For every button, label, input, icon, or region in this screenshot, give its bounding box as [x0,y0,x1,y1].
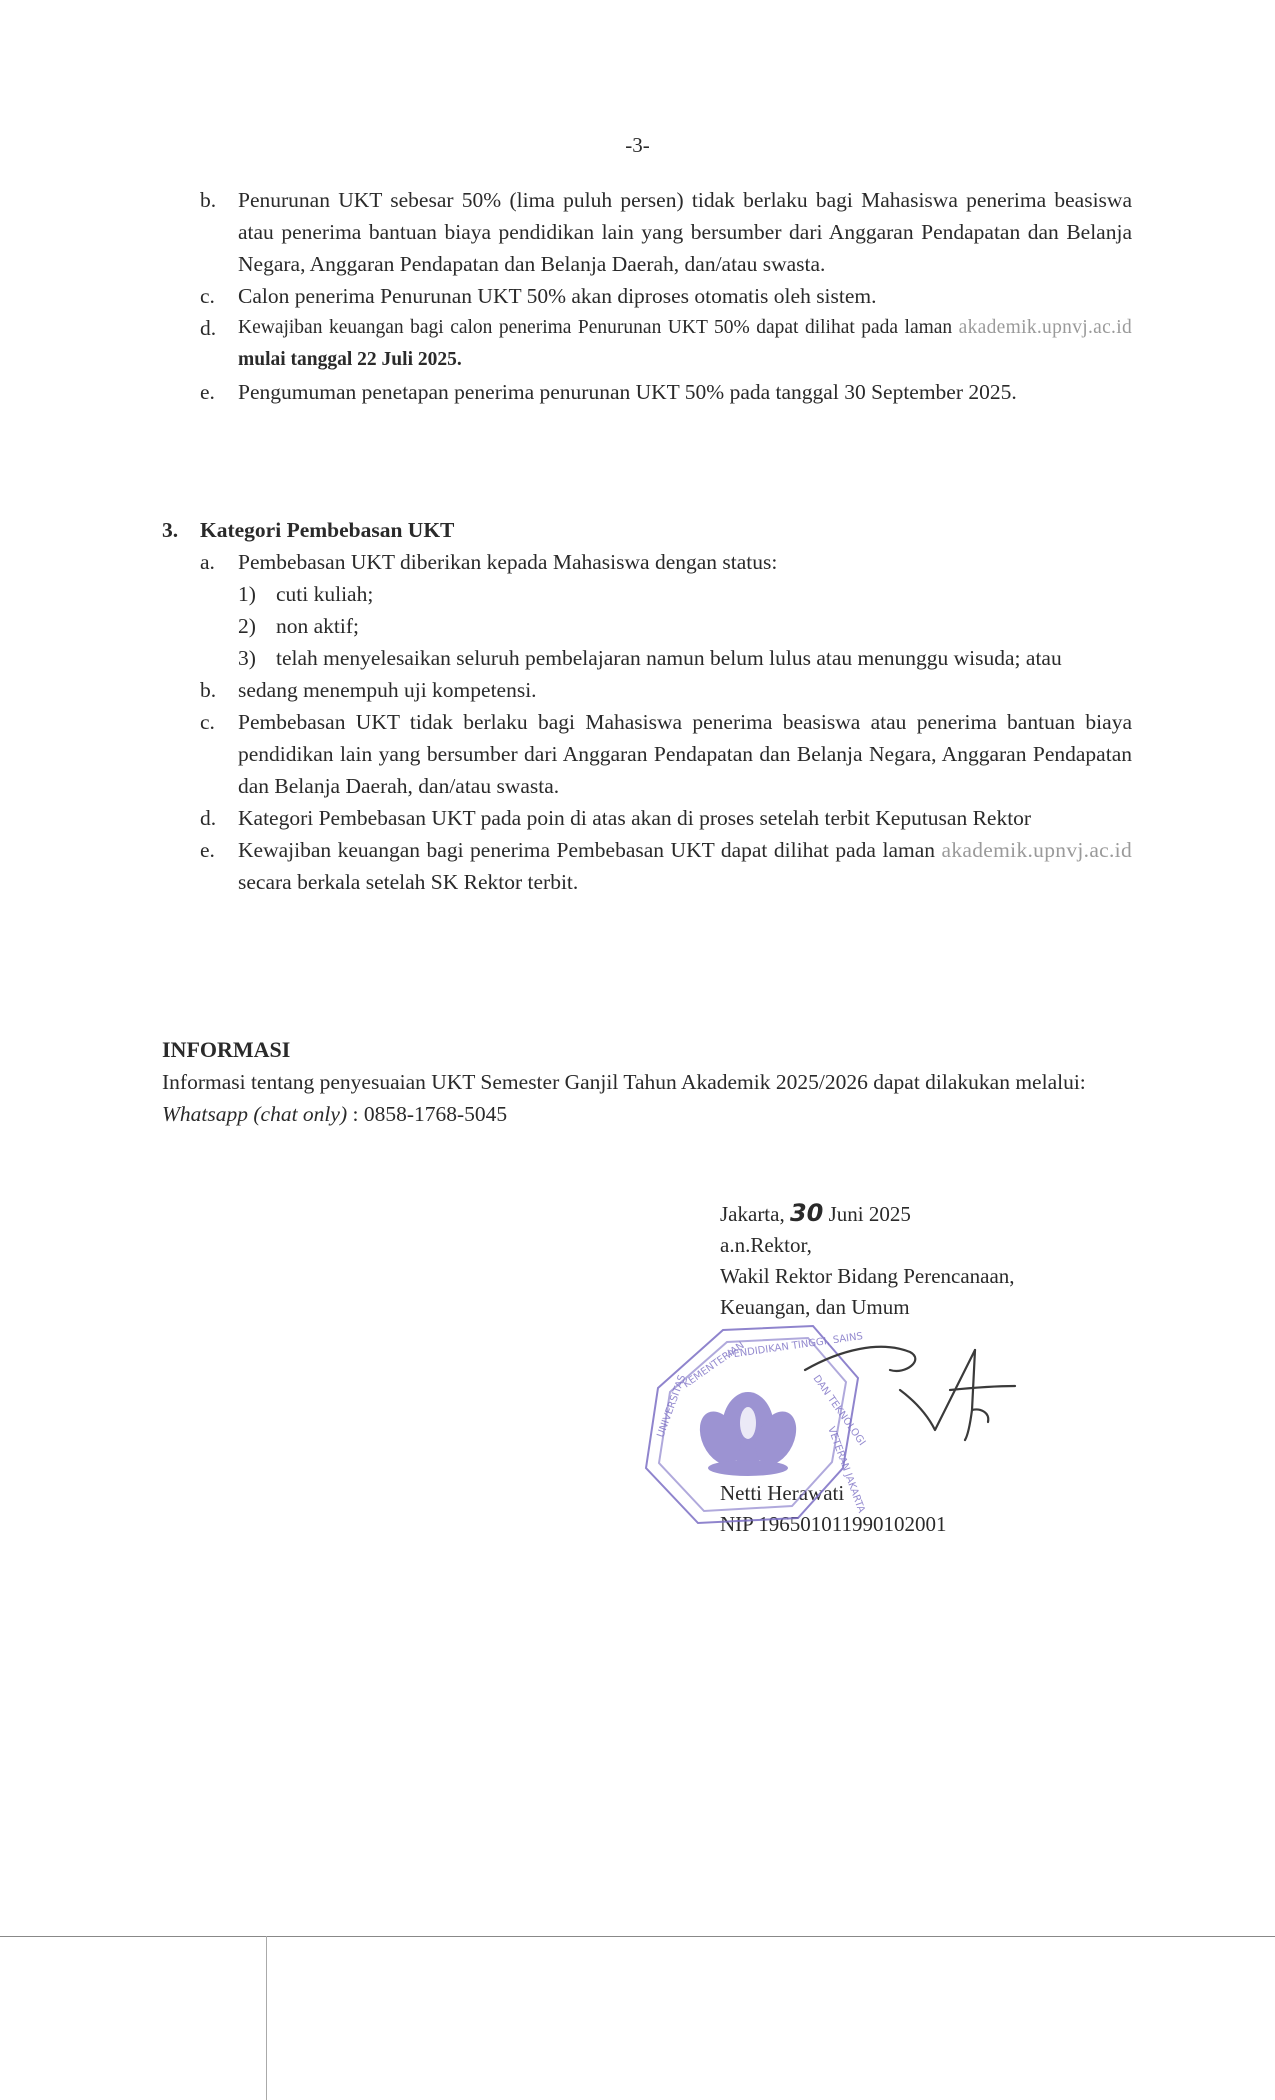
sublist-item-3: 3) telah menyelesaikan seluruh pembelajaran namun belum lulus atau menunggu wisuda; atau [238,646,1062,670]
list-item-d: d. Kewajiban keuangan bagi calon penerima Penurunan UKT 50% dapat dilihat pada laman akademik.upnvj.ac.id mulai tanggal 22 Juli 2025. [200,316,1132,370]
contact-line: Whatsapp (chat only) : 0858-1768-5045 [162,1102,508,1126]
contact-label: Whatsapp (chat only) [162,1102,348,1126]
akademik-link[interactable]: akademik.upnvj.ac.id [941,838,1132,862]
signatory-name: Netti Herawati [720,1481,845,1505]
informasi-text: Informasi tentang penyesuaian UKT Semester Ganjil Tahun Akademik 2025/2026 dapat dilakukan melalui: [162,1070,1086,1094]
list-item-c: c. Pembebasan UKT tidak berlaku bagi Mahasiswa penerima beasiswa atau penerima bantuan biaya pendidikan lain yang bersumber dari Anggaran Pendapatan dan Belanja Negara, Anggaran Pendapatan dan Belanja Daerah, dan/atau swasta. [200,710,1132,798]
svg-text:KEMENTERIAN: KEMENTERIAN [681,1340,747,1391]
section-3 [162,514,1132,898]
handwritten-signature [800,1330,1030,1460]
footer-vertical-divider [266,1936,267,2100]
section-3-list [162,546,1132,898]
svg-text:DAN TEKNOLOGI: DAN TEKNOLOGI [810,1373,868,1448]
list-item-c: c. Calon penerima Penurunan UKT 50% akan diproses otomatis oleh sistem. [200,284,877,308]
svg-text:VETERAN JAKARTA: VETERAN JAKARTA [825,1425,867,1515]
list-item-d: d. Kategori Pembebasan UKT pada poin di atas akan di proses setelah terbit Keputusan Rektor [200,806,1032,830]
list-item-b: b. sedang menempuh uji kompetensi. [200,678,537,702]
signatory-nip: NIP 196501011990102001 [720,1512,947,1536]
footer-divider [0,1936,1275,1937]
signature-block: Jakarta, 30 Juni 2025 a.n.Rektor, Wakil Rektor Bidang Perencanaan, Keuangan, dan Umum Netti Herawati NIP 196501011990102001 [720,1198,1015,1540]
signature-date: Jakarta, 30 Juni 2025 [720,1199,911,1227]
svg-text:UNIVERSITAS: UNIVERSITAS [655,1373,689,1440]
informasi-title: INFORMASI [162,1037,291,1062]
sublist-item-2: 2) non aktif; [238,614,359,638]
section-2-list [200,184,1132,408]
page-number: -3- [625,133,650,157]
informasi-section [162,1034,1112,1130]
akademik-link[interactable]: akademik.upnvj.ac.id [958,317,1132,338]
section-3-heading: 3. Kategori Pembebasan UKT [162,518,455,542]
list-item-a: a. Pembebasan UKT diberikan kepada Mahasiswa dengan status: 1) cuti kuliah; 2) non aktif; 3) telah menyelesaikan seluruh pembelajaran namun belum lulus atau menunggu wisuda; atau [200,546,1132,674]
list-item-e: e. Pengumuman penetapan penerima penurunan UKT 50% pada tanggal 30 September 2025. [200,380,1017,404]
list-item-b: b. Penurunan UKT sebesar 50% (lima puluh persen) tidak berlaku bagi Mahasiswa penerima beasiswa atau penerima bantuan biaya pendidikan lain yang bersumber dari Anggaran Pendapatan dan Belanja Negara, Anggaran Pendapatan dan Belanja Daerah, dan/atau swasta. [200,188,1132,276]
svg-text:PENDIDIKAN TINGGI, SAINS: PENDIDIKAN TINGGI, SAINS [726,1331,864,1361]
contact-value: 0858-1768-5045 [363,1102,508,1126]
list-item-e: e. Kewajiban keuangan bagi penerima Pembebasan UKT dapat dilihat pada laman akademik.upnvj.ac.id secara berkala setelah SK Rektor terbit. [200,838,1132,894]
sublist [238,578,1132,674]
handwritten-day: 30 [789,1199,824,1227]
sublist-item-1: 1) cuti kuliah; [238,582,374,606]
